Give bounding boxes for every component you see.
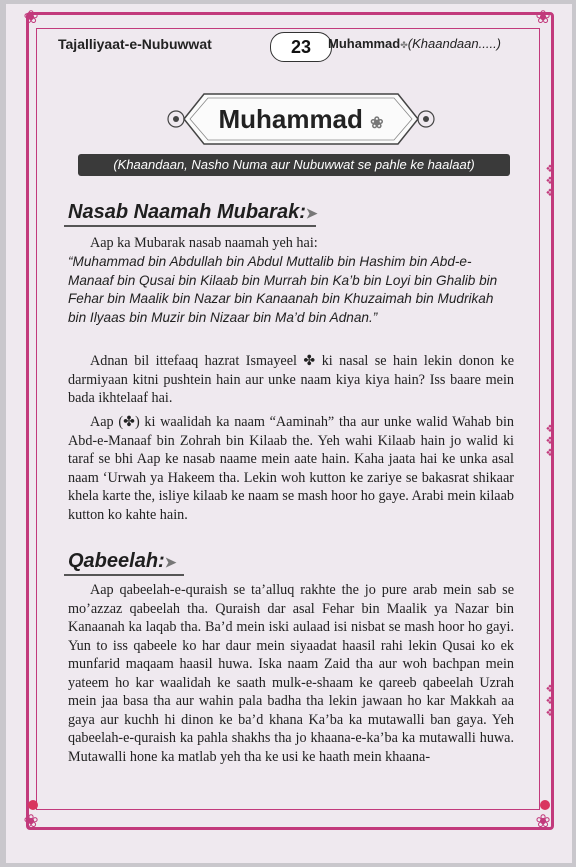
chapter-title-bold: Muhammad: [328, 36, 401, 51]
intro-paragraph: Aap ka Mubarak nasab naamah yeh hai:: [90, 235, 318, 251]
chapter-title-banner: [166, 90, 436, 148]
chapter-title: [328, 36, 501, 51]
corner-dot-icon: [28, 800, 38, 810]
page-number: 23: [270, 32, 332, 62]
side-ornament-icon: ❖ ❖ ❖: [545, 684, 555, 719]
section-heading-text: Qabeelah:: [68, 550, 165, 572]
chapter-subtitle: (Khaandaan, Nasho Numa aur Nubuwwat se pahle ke haalaat): [78, 154, 510, 176]
corner-ornament-icon: ❀: [535, 811, 551, 831]
chapter-title-italic: (Khaandaan.....): [407, 36, 502, 51]
corner-ornament-icon: ❀: [535, 7, 551, 27]
honorific-mark: ✤: [400, 40, 408, 50]
book-page: [6, 4, 572, 863]
nasab-paragraph-1: [68, 352, 514, 408]
heading-arrow-icon: ➤: [305, 205, 318, 221]
paragraph-text: Adnan bil ittefaaq hazrat Ismayeel ✤ ki nasal se hain lekin donon ke darmiyaan kitni pushtein hain aur unke naam kiya kiya hain? Iss baare mein bada ikhtelaaf hai.: [68, 353, 514, 406]
calligraphy-icon: ❀: [370, 114, 384, 132]
section-heading-qabeelah: [68, 550, 176, 573]
section-heading-text: Nasab Naamah Mubarak:: [68, 201, 306, 223]
paragraph-text: Aap qabeelah-e-quraish se ta’alluq rakhte the jo pure arab mein sab se mo’azzaz qabeelah tha. Quraish dar asal Fehar bin Maalik ya Nazar bin Kanaanah ka laqab tha. Ba’d mein iski aulaad isi nisbat se mash hoor ho gayi. Yun to iss qabeele ko har daur mein siyaadat haasil rahi lekin Qusai ko ek munfarid maqaam haasil huwa. Iska naam Zaid tha aur woh bachpan mein yateem ho kar waalidah ke saath mulk-e-shaam ke qareeb qabeelah Uzrah mein jaa basa tha aur wahin pala badha tha lekin jawaan ho kar Makkah aa gaya aur kuchh hi dinon ke ba’d khana Ka’ba ka mutawalli ban gaya. Yeh qabeelah-e-quraish ka pahla shakhs tha jo khaana-e-ka’ba ka mutawalli huwa. Mutawalli hone ka matlab yeh tha ke usi ke haath mein khaana-: [68, 582, 514, 765]
qabeelah-paragraph: [68, 581, 514, 766]
corner-dot-icon: [540, 800, 550, 810]
chapter-heading: [218, 104, 383, 135]
side-ornament-icon: ❖ ❖ ❖: [545, 164, 555, 199]
heading-arrow-icon: ➤: [164, 554, 177, 570]
heading-underline: [64, 225, 316, 227]
book-title: Tajalliyaat-e-Nubuwwat: [58, 36, 212, 52]
corner-ornament-icon: ❀: [23, 811, 39, 831]
lineage-quote: “Muhammad bin Abdullah bin Abdul Muttalib bin Hashim bin Abd-e-Manaaf bin Qusai bin Kilaab bin Murrah bin Ka’b bin Loyi bin Ghalib bin Fehar bin Maalik bin Nazar bin Kanaanah bin Khuzaimah bin Mudrikah bin Ilyaas bin Muzir bin Nizaar bin Ma’d bin Adnan.”: [68, 254, 498, 325]
nasab-intro: [68, 234, 514, 253]
nasab-paragraph-2: [68, 413, 514, 524]
chapter-heading-text: Muhammad: [218, 103, 363, 134]
running-header: [46, 26, 546, 66]
heading-underline: [64, 574, 184, 576]
corner-ornament-icon: ❀: [23, 7, 39, 27]
paragraph-text: Aap (✤) ki waalidah ka naam “Aaminah” tha aur unke walid Wahab bin Abd-e-Manaaf bin Zohrah bin Kilaab the. Yeh wahi Kilaab hain jo walid ki taraf se bhi Aap ke nasab naame mein aate hain. Kaha jaata hai ke unka asal naam ‘Urwah ya Hakeem tha. Lekin woh kutton ke zariye se bakasrat shikaar khela karte the, isliye kilaab ke naam se mash hoor ho gaye. Arabi mein kilaab kutton ko kahte hain.: [68, 414, 514, 523]
section-heading-nasab: [68, 201, 318, 224]
side-ornament-icon: ❖ ❖ ❖: [545, 424, 555, 459]
